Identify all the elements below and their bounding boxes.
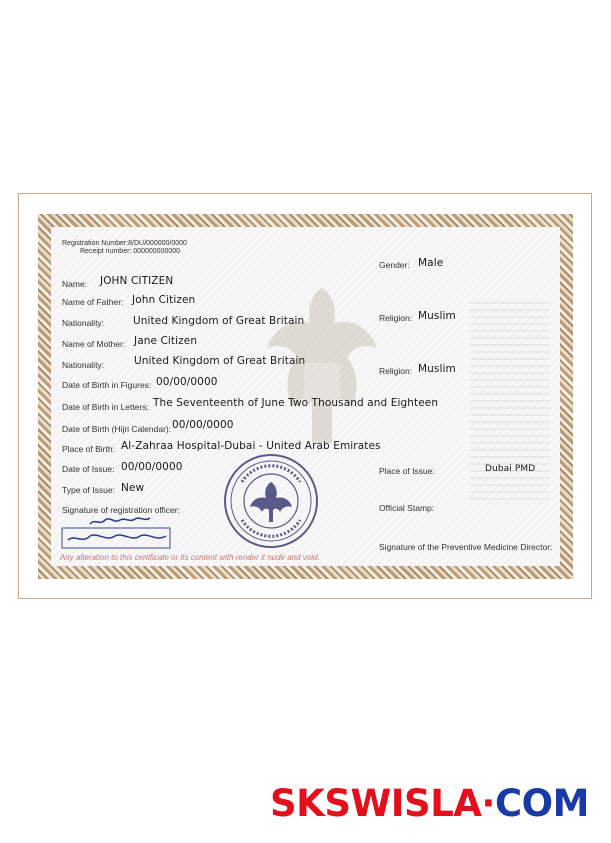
official-stamp-label: Official Stamp: [379,503,435,513]
receipt-number-value: 000000000000 [133,248,181,255]
official-round-stamp-icon [222,452,320,550]
registration-number-value: 8/DU/000000/0000 [128,240,187,247]
place-of-birth-label: Place of Birth: [62,444,115,454]
mother-label: Name of Mother: [62,339,126,349]
mother-religion-value: Muslim [418,363,456,375]
brand-name-part2: COM [494,782,589,825]
mother-nationality-label: Nationality: [62,360,105,370]
father-religion-label: Religion: [379,313,413,323]
registration-number-row [62,240,187,247]
place-of-issue-label: Place of Issue: [379,466,435,476]
father-value: John Citizen [132,294,196,306]
type-of-issue-label: Type of Issue: [62,485,115,495]
signature-director-label: Signature of the Preventive Medicine Director: [379,542,553,552]
brand-dot: · [481,782,495,825]
place-of-birth-value: Al-Zahraa Hospital-Dubai - United Arab Emirates [121,440,381,452]
signature-officer-label: Signature of registration officer: [62,505,180,515]
father-religion-value: Muslim [418,310,456,322]
dob-letters-value: The Seventeenth of June Two Thousand and Eighteen [153,397,439,409]
dob-hijri-label: Date of Birth (Hijri Calendar): [62,424,172,434]
dob-letters-label: Date of Birth in Letters: [62,402,149,412]
gender-label: Gender: [379,260,410,270]
name-value: JOHN CITIZEN [100,275,174,287]
place-of-issue-value: Dubai PMD [485,464,536,474]
mother-value: Jane Citizen [134,335,198,347]
watermark-brand-logo [270,782,589,825]
brand-name-part1: SKSWISLA [270,782,482,825]
name-label: Name: [62,279,88,289]
registration-number-label: Registration Number: [62,240,129,247]
officer-signature-stamp [60,512,174,552]
dob-hijri-value: 00/00/0000 [172,419,234,431]
father-nationality-label: Nationality: [62,318,105,328]
mother-religion-label: Religion: [379,366,413,376]
receipt-number-label: Receipt number: [80,248,132,255]
receipt-number-row [80,248,180,255]
date-of-issue-value: 00/00/0000 [121,461,183,473]
gender-value: Male [418,257,444,269]
type-of-issue-value: New [121,482,145,494]
alteration-warning: Any alteration to this certificate or its content with render it nude and void. [60,553,320,562]
father-nationality-value: United Kingdom of Great Britain [133,315,305,327]
dob-figures-label: Date of Birth in Figures: [62,380,152,390]
father-label: Name of Father: [62,297,124,307]
mother-nationality-value: United Kingdom of Great Britain [134,355,306,367]
date-of-issue-label: Date of Issue: [62,464,115,474]
dob-figures-value: 00/00/0000 [156,376,218,388]
